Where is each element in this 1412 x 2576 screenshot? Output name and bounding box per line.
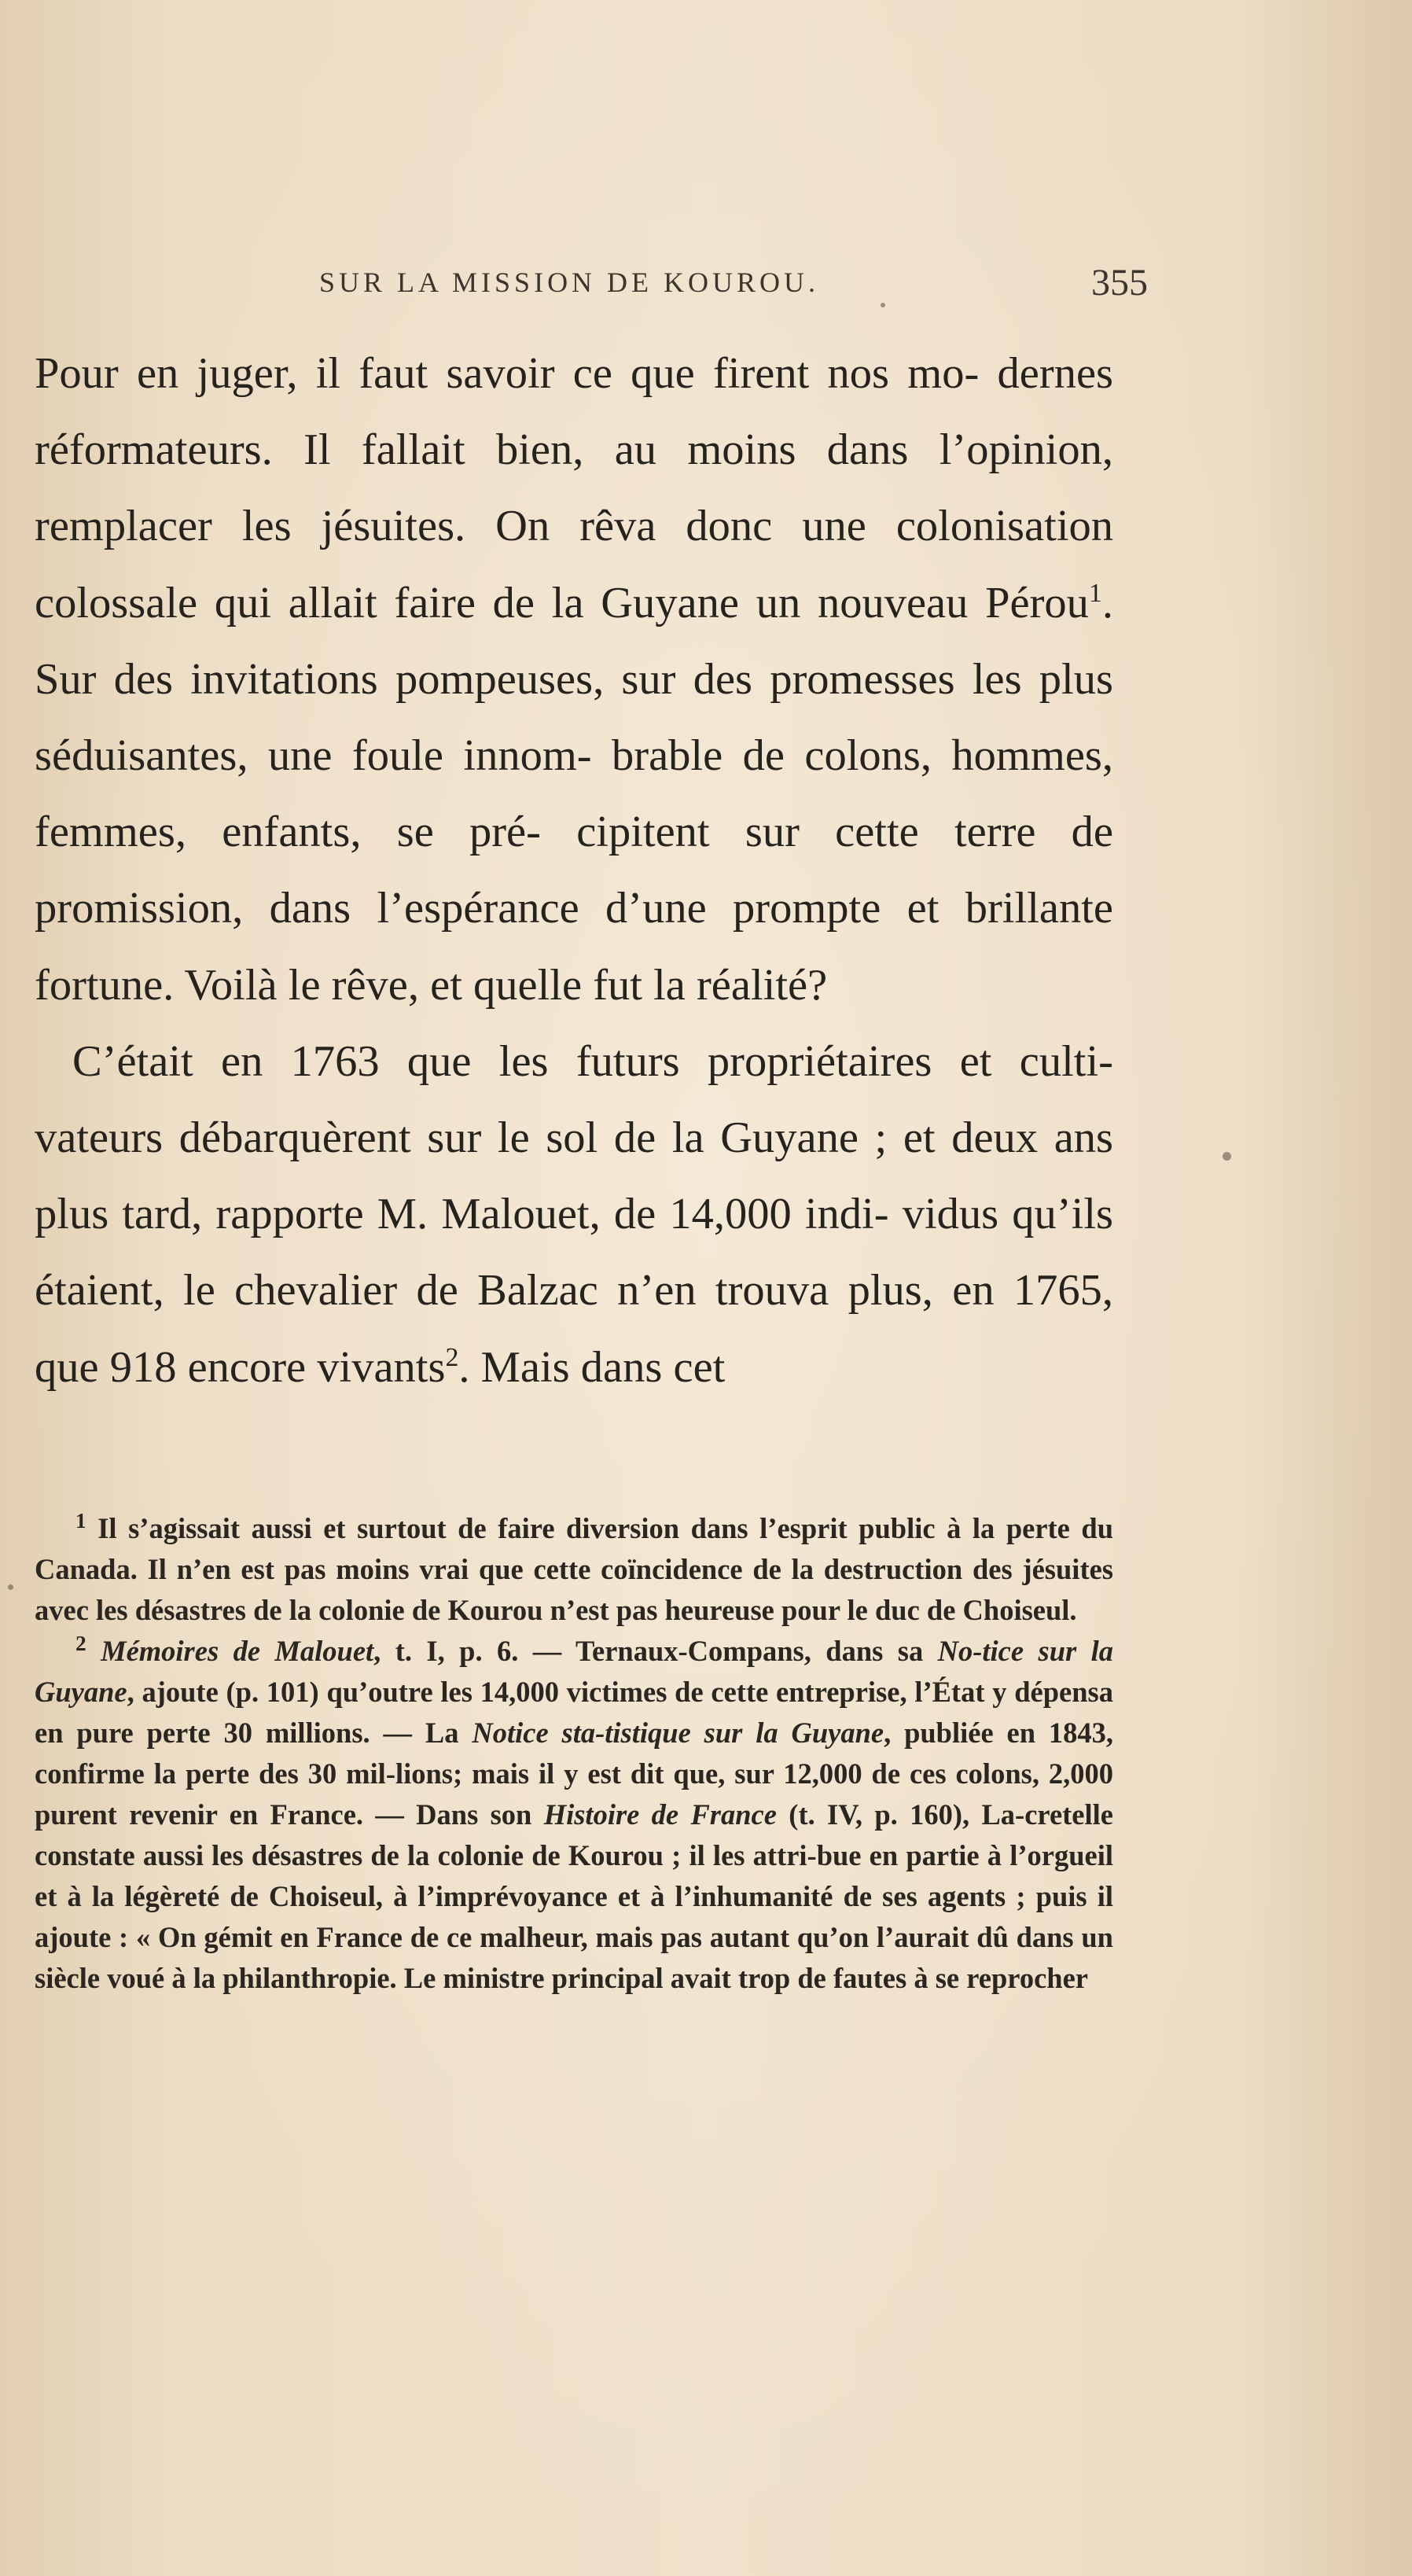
text-line: vidus qu’ils étaient, le chevalier de Balzac n’en trouva bbox=[35, 1190, 1114, 1316]
footnote-2 bbox=[35, 1631, 1113, 1999]
citation-title: No-tice sur la Guyane bbox=[35, 1635, 1113, 1708]
footnote-text: la destruction des jésuites avec les désastres de la colonie de Kourou n’est bbox=[35, 1553, 1114, 1626]
text-line: colonisation colossale qui allait faire de la Guyane un bbox=[35, 502, 1114, 627]
text-line: ans plus tard, rapporte M. Malouet, de 14,000 indi- bbox=[35, 1113, 1114, 1239]
text-line: . Mais dans cet bbox=[458, 1342, 726, 1392]
text-line: vateurs débarquèrent sur le sol de la Guyane ; et deux bbox=[35, 1113, 1039, 1163]
footnotes bbox=[35, 1508, 1113, 1999]
text-line: cipitent sur cette terre de promission, dans l’espérance bbox=[35, 808, 1114, 933]
ink-spot bbox=[8, 1584, 13, 1590]
footnote-marker: 2 bbox=[75, 1631, 86, 1655]
text-line: dernes réformateurs. Il fallait bien, au moins dans bbox=[35, 349, 1114, 475]
footnote-text: Il s’agissait aussi et surtout de faire diversion dans l’esprit public à bbox=[86, 1512, 962, 1544]
text-line: des promesses les plus séduisantes, une foule innom- bbox=[35, 654, 1113, 781]
text-line: C’était en 1763 que les futurs propriétaires et culti- bbox=[72, 1036, 1113, 1086]
text-line: l’opinion, remplacer les jésuites. On rêva donc une bbox=[35, 425, 1114, 551]
text-line: quelle fut la réalité? bbox=[473, 960, 828, 1010]
page-number: 355 bbox=[1091, 262, 1148, 304]
running-head: SUR LA MISSION DE KOUROU. bbox=[319, 267, 820, 298]
ink-spot bbox=[1223, 1152, 1231, 1161]
paragraph bbox=[35, 1024, 1113, 1406]
footnote-marker: 1 bbox=[75, 1508, 86, 1533]
citation-title: Notice sta-tistique sur la Guyane bbox=[472, 1717, 884, 1749]
text-line: plus, en 1765, que 918 encore vivants bbox=[35, 1266, 1114, 1392]
footnote-text: (t. IV, p. 160), La-cretelle constate aussi les désastres de la colonie de Kourou ; il les attri-bue en partie à l’orgueil et à la légèreté de Choiseul, à l’imprévoyance et à l’inhumanité de ses agents ; puis il ajoute : « On gémit en France de ce malheur, mais pas autant qu’on l’aurait dû dans un siècle voué à la philanthropie. Le ministre principal avait trop de fautes à se reprocher bbox=[35, 1798, 1113, 1994]
paragraph bbox=[35, 336, 1113, 1024]
text-line: . Sur des invitations pompeuses, sur bbox=[35, 578, 1113, 704]
footnote-text: , publiée en 1843, confirme la perte des 30 mil-lions; mais il y est dit que, sur 12,000 de ces colons, 2,000 purent revenir en France. — Dans son bbox=[35, 1717, 1113, 1831]
text-line: Pour en juger, il faut savoir ce que firent nos mo- bbox=[35, 349, 980, 398]
footnote-text: , ajoute (p. 101) qu’outre les 14,000 victimes de cette entreprise, l’État y dépensa en pure perte 30 millions. — La bbox=[35, 1676, 1113, 1749]
footnote-1 bbox=[35, 1508, 1113, 1631]
text-line: d’une prompte et brillante fortune. Voilà le rêve, et bbox=[35, 884, 1114, 1010]
text-line: brable de colons, hommes, femmes, enfants, se pré- bbox=[35, 731, 1114, 857]
citation-title: Mémoires de Malouet bbox=[101, 1635, 374, 1667]
footnote-text: pas heureuse pour le duc de Choiseul. bbox=[616, 1594, 1077, 1626]
text-line: nouveau Pérou bbox=[817, 578, 1089, 627]
footnote-text: , t. I, p. 6. — Ternaux-Compans, dans sa bbox=[373, 1635, 938, 1667]
body-text bbox=[35, 336, 1113, 1406]
footnote-reference: 1 bbox=[1088, 578, 1102, 608]
footnote-text: la perte du Canada. Il n’en est pas moins vrai que cette coïncidence de bbox=[35, 1512, 1114, 1585]
citation-title: Histoire de France bbox=[543, 1798, 777, 1831]
footnote-reference: 2 bbox=[445, 1342, 459, 1372]
page-header bbox=[31, 261, 1148, 308]
